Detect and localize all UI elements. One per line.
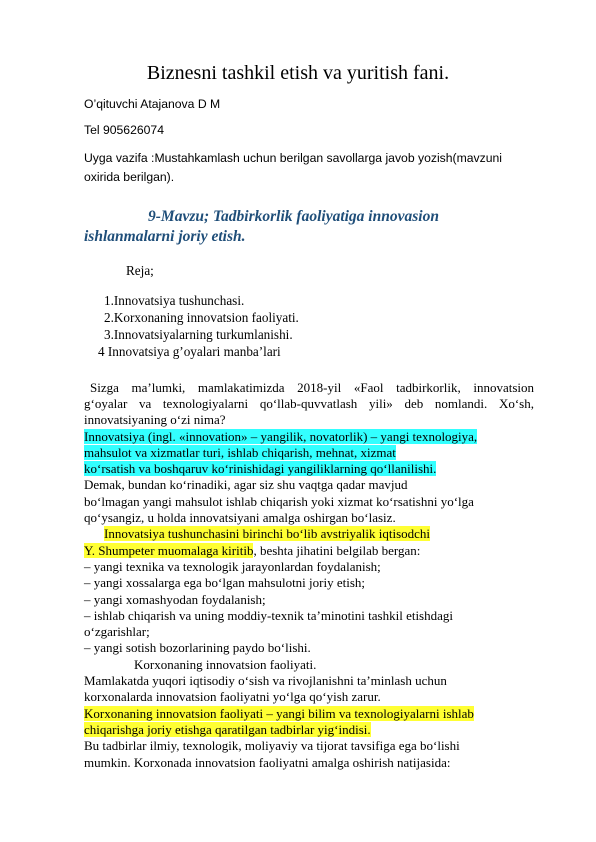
schumpeter-line-1: Innovatsiya tushunchasini birinchi bo‘lib avstriyalik iqtisodchi: [104, 526, 431, 542]
intro-line-1: Sizga ma’lumki, mamlakatimizda 2018-yil «Faol tadbirkorlik, innovatsion: [90, 380, 534, 395]
plan-item-3: 3.Innovatsiyalarning turkumlanishi.: [104, 327, 293, 342]
topic-heading-line-1: 9-Mavzu; Tadbirkorlik faoliyatiga innovasion: [148, 208, 439, 225]
demak-line-1: Demak, bundan ko‘rinadiki, agar siz shu vaqtga qadar mavjud: [84, 477, 408, 493]
intro-line-2: g‘oyalar va texnologiyalarni qo‘llab-quvvatlash yili» deb nomlandi. Xo‘sh,: [84, 396, 534, 411]
phone-number: Tel 905626074: [84, 123, 164, 137]
growth-line-1: Mamlakatda yuqori iqtisodiy o‘sish va rivojlanishni ta’minlash uchun: [84, 673, 447, 689]
intro-line-3: innovatsiyaning o‘zi nima?: [84, 412, 226, 428]
schumpeter-line-2-rest: , beshta jihatini belgilab bergan:: [253, 542, 421, 558]
activity-definition-line-2: chiqarishga joriy etishga qaratilgan tadbirlar yig‘indisi.: [84, 721, 371, 737]
aspect-item-3: – yangi xomashyodan foydalanish;: [84, 591, 266, 607]
plan-heading: Reja;: [126, 263, 154, 278]
aspect-item-5: – yangi sotish bozorlarining paydo bo‘lishi.: [84, 640, 311, 656]
section-subheading: Korxonaning innovatsion faoliyati.: [134, 656, 317, 672]
definition-line-3: ko‘rsatish va boshqaruv ko‘rinishidagi yangiliklarning qo‘llanilishi.: [84, 461, 437, 477]
demak-line-2: bo‘lmagan yangi mahsulot ishlab chiqarish yoki xizmat ko‘rsatishni yo‘lga: [84, 493, 474, 509]
aspect-item-1: – yangi texnika va texnologik jarayonlardan foydalanish;: [84, 558, 381, 574]
homework-line-1: Uyga vazifa :Mustahkamlash uchun berilgan savollarga javob yozish(mavzuni: [84, 151, 502, 165]
aspect-item-4-cont: o‘zgarishlar;: [84, 624, 150, 640]
closing-line-2: mumkin. Korxonada innovatsion faoliyatni amalga oshirish natijasida:: [84, 754, 451, 770]
document-title: Biznesni tashkil etish va yuritish fani.: [146, 62, 450, 84]
schumpeter-highlight: Y. Shumpeter muomalaga kiritib: [84, 542, 254, 558]
activity-definition-line-1: Korxonaning innovatsion faoliyati – yangi bilim va texnologiyalarni ishlab: [84, 705, 474, 721]
homework-line-2: oxirida berilgan).: [84, 170, 175, 184]
plan-item-1: 1.Innovatsiya tushunchasi.: [104, 293, 245, 308]
growth-line-2: korxonalarda innovatsion faoliyatni yo‘lga qo‘yish zarur.: [84, 689, 381, 705]
plan-item-4: 4 Innovatsiya g’oyalari manba’lari: [98, 344, 281, 359]
definition-line-2: mahsulot va xizmatlar turi, ishlab chiqarish, mehnat, xizmat: [84, 444, 396, 460]
aspect-item-2: – yangi xossalarga ega bo‘lgan mahsulotni joriy etish;: [84, 575, 366, 591]
topic-heading-line-2: ishlanmalarni joriy etish.: [84, 228, 246, 245]
demak-line-3: qo‘ysangiz, u holda innovatsiyani amalga oshirgan bo‘lasiz.: [84, 510, 396, 526]
plan-item-2: 2.Korxonaning innovatsion faoliyati.: [104, 310, 299, 325]
intro-paragraph: [90, 380, 534, 396]
aspect-item-4: – ishlab chiqarish va uning moddiy-texnik ta’minotini tashkil etishdagi: [84, 607, 454, 623]
closing-line-1: Bu tadbirlar ilmiy, texnologik, moliyaviy va tijorat tavsifiga ega bo‘lishi: [84, 738, 460, 754]
teacher-name: O’qituvchi Atajanova D M: [84, 97, 221, 111]
intro-paragraph-continued: [84, 396, 534, 771]
definition-line-1: Innovatsiya (ingl. «innovation» – yangilik, novatorlik) – yangi texnologiya,: [84, 428, 478, 444]
